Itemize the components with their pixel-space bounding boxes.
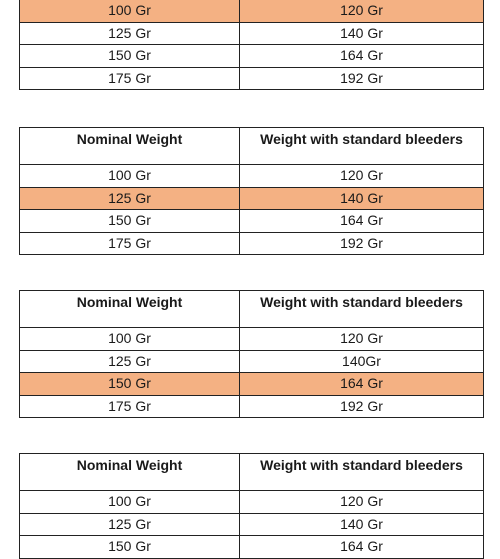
nominal-weight-cell: 175 Gr [20, 395, 240, 418]
table-row [20, 395, 484, 418]
nominal-weight-cell: 150 Gr [20, 373, 240, 396]
bleeder-weight-cell: 120 Gr [240, 328, 484, 351]
table-row [20, 536, 484, 559]
table-row [20, 350, 484, 373]
bleeder-weight-cell: 120 Gr [240, 0, 484, 22]
table-row [20, 232, 484, 255]
nominal-weight-cell: 150 Gr [20, 45, 240, 68]
nominal-weight-cell: 175 Gr [20, 232, 240, 255]
bleeder-weight-cell: 192 Gr [240, 395, 484, 418]
table-row [20, 513, 484, 536]
nominal-weight-cell: 100 Gr [20, 165, 240, 188]
weight-table-4 [19, 453, 484, 559]
table-body [20, 328, 484, 418]
bleeder-weight-cell: 140Gr [240, 350, 484, 373]
table-body [20, 491, 484, 559]
bleeder-weight-cell: 140 Gr [240, 187, 484, 210]
weight-table-2 [19, 127, 484, 255]
nominal-weight-cell: 100 Gr [20, 491, 240, 514]
table-row [20, 45, 484, 68]
nominal-weight-cell: 125 Gr [20, 350, 240, 373]
header-row [20, 128, 484, 165]
nominal-weight-cell: 175 Gr [20, 67, 240, 90]
bleeder-weight-cell: 164 Gr [240, 373, 484, 396]
bleeder-weight-cell: 164 Gr [240, 210, 484, 233]
table-row [20, 373, 484, 396]
table-row [20, 22, 484, 45]
table-header [20, 128, 484, 165]
nominal-weight-header: Nominal Weight [20, 454, 240, 491]
table-row [20, 165, 484, 188]
table-row [20, 491, 484, 514]
bleeder-weight-cell: 192 Gr [240, 67, 484, 90]
table-header [20, 291, 484, 328]
bleeder-weight-cell: 192 Gr [240, 232, 484, 255]
bleeder-weight-cell: 120 Gr [240, 491, 484, 514]
bleeder-weight-header: Weight with standard bleeders [240, 454, 484, 491]
table-row [20, 187, 484, 210]
bleeder-weight-cell: 140 Gr [240, 513, 484, 536]
bleeder-weight-cell: 120 Gr [240, 165, 484, 188]
bleeder-weight-header: Weight with standard bleeders [240, 291, 484, 328]
nominal-weight-cell: 125 Gr [20, 187, 240, 210]
nominal-weight-cell: 150 Gr [20, 536, 240, 559]
nominal-weight-cell: 100 Gr [20, 328, 240, 351]
table-row [20, 210, 484, 233]
table-row [20, 328, 484, 351]
table-row [20, 67, 484, 90]
nominal-weight-cell: 100 Gr [20, 0, 240, 22]
bleeder-weight-cell: 164 Gr [240, 45, 484, 68]
header-row [20, 454, 484, 491]
table-body [20, 0, 484, 90]
weight-table-3 [19, 290, 484, 418]
header-row [20, 291, 484, 328]
table-body [20, 165, 484, 255]
bleeder-weight-cell: 140 Gr [240, 22, 484, 45]
table-header [20, 454, 484, 491]
nominal-weight-cell: 125 Gr [20, 22, 240, 45]
bleeder-weight-cell: 164 Gr [240, 536, 484, 559]
bleeder-weight-header: Weight with standard bleeders [240, 128, 484, 165]
nominal-weight-header: Nominal Weight [20, 128, 240, 165]
nominal-weight-cell: 125 Gr [20, 513, 240, 536]
nominal-weight-cell: 150 Gr [20, 210, 240, 233]
weight-table-1 [19, 0, 484, 90]
nominal-weight-header: Nominal Weight [20, 291, 240, 328]
table-row [20, 0, 484, 22]
